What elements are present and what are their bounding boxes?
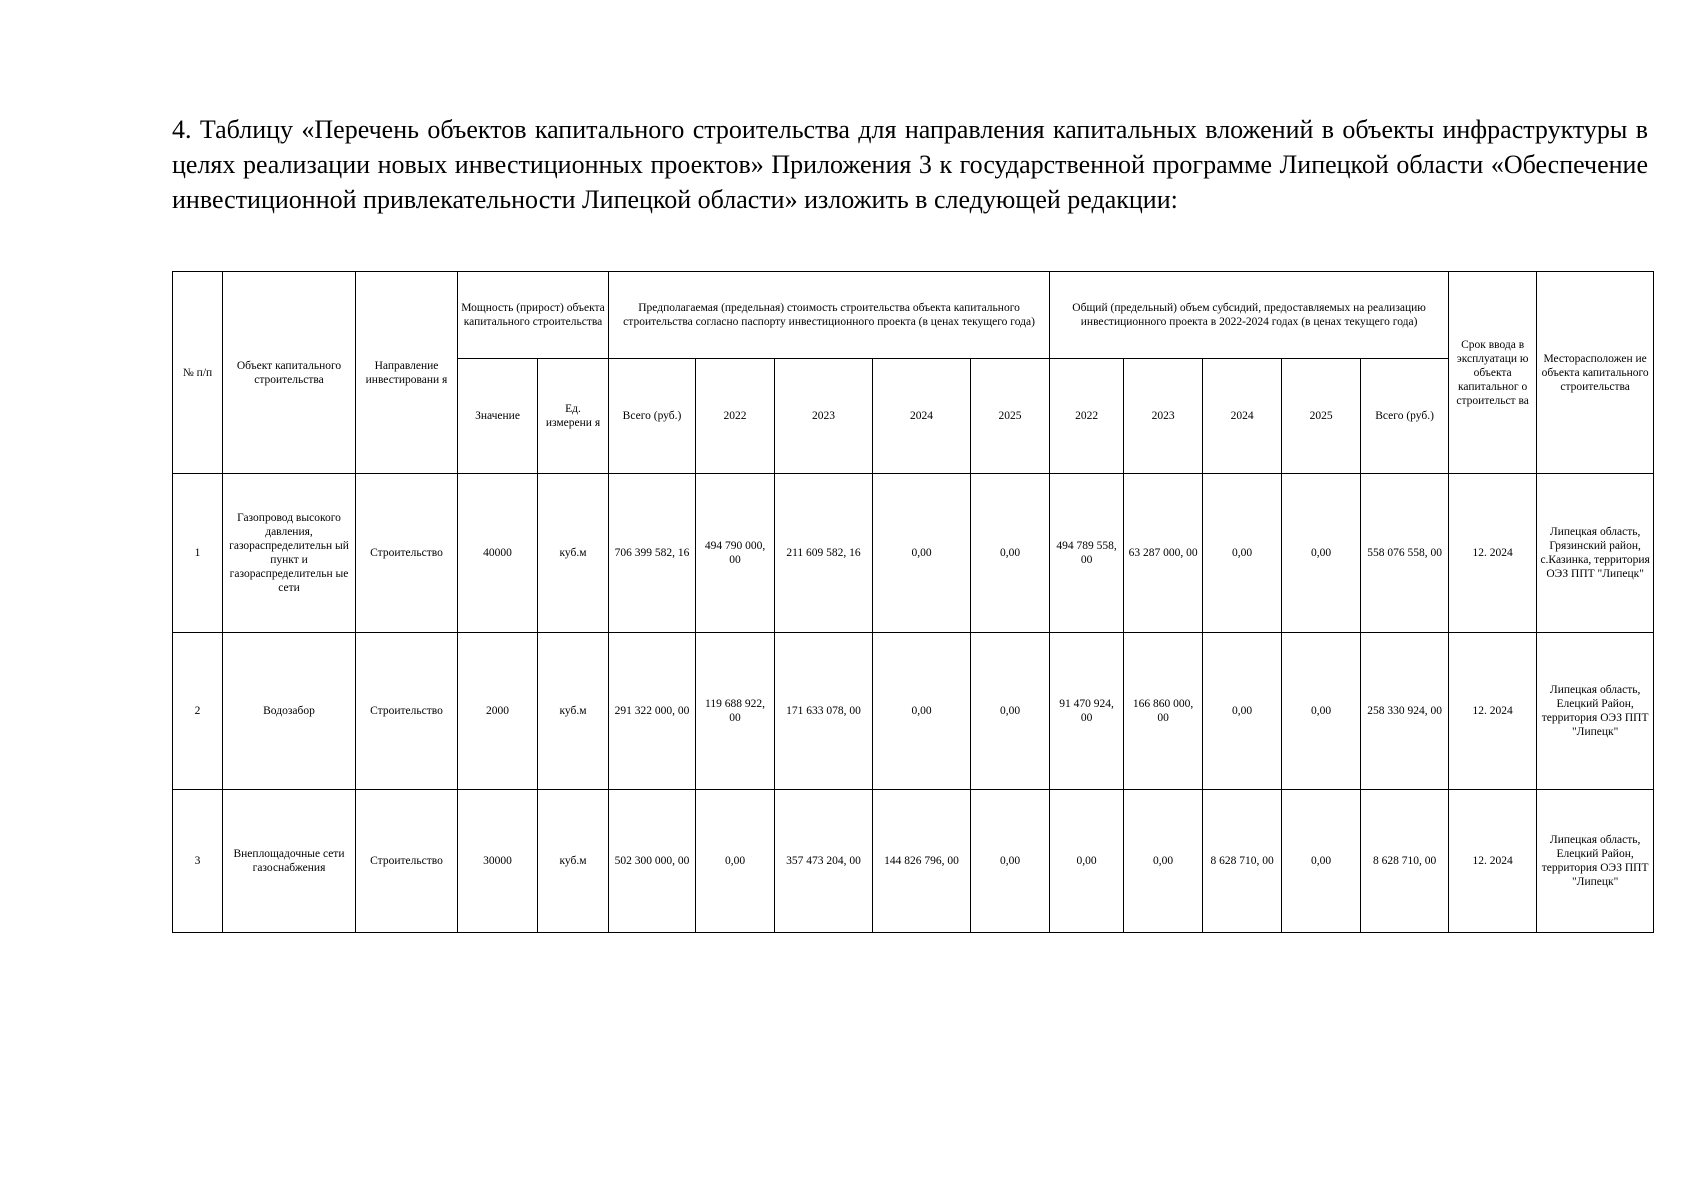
cell-cost-2022: 119 688 922, 00 [696, 633, 775, 790]
cell-cost-2023: 211 609 582, 16 [775, 474, 873, 633]
header-subsidy-total: Всего (руб.) [1361, 359, 1449, 474]
cell-subsidy-total: 558 076 558, 00 [1361, 474, 1449, 633]
cell-num: 2 [173, 633, 223, 790]
cell-cost-total: 291 322 000, 00 [609, 633, 696, 790]
cell-cost-2022: 0,00 [696, 790, 775, 933]
cell-cost-2025: 0,00 [971, 790, 1050, 933]
cell-cost-2024: 0,00 [873, 633, 971, 790]
cell-subsidy-2022: 91 470 924, 00 [1050, 633, 1124, 790]
intro-paragraph: 4. Таблицу «Перечень объектов капитального строительства для направления капитальных вложений в объекты инфраструктуры в целях реализации новых инвестиционных проектов» Приложения 3 к государственной программе Липецкой области «Обеспечение инвестиционной привлекательности Липецкой области» изложить в следующей редакции: [172, 115, 1648, 214]
cell-subsidy-2022: 494 789 558, 00 [1050, 474, 1124, 633]
cell-subsidy-2025: 0,00 [1282, 790, 1361, 933]
header-cost-2025: 2025 [971, 359, 1050, 474]
cell-subsidy-2022: 0,00 [1050, 790, 1124, 933]
header-deadline: Срок ввода в эксплуатаци ю объекта капитальног о строительст ва [1449, 272, 1537, 474]
cell-cost-2025: 0,00 [971, 474, 1050, 633]
cell-cost-total: 502 300 000, 00 [609, 790, 696, 933]
cell-location: Липецкая область, Грязинский район, с.Казинка, территория ОЭЗ ППТ "Липецк" [1537, 474, 1654, 633]
header-subsidy-2024: 2024 [1203, 359, 1282, 474]
cell-subsidy-2024: 8 628 710, 00 [1203, 790, 1282, 933]
cell-object: Газопровод высокого давления, газораспределительн ый пункт и газораспределительн ые сети [223, 474, 356, 633]
header-direction: Направление инвестировани я [356, 272, 458, 474]
table-row [173, 790, 1654, 933]
cell-subsidy-total: 258 330 924, 00 [1361, 633, 1449, 790]
cell-subsidy-total: 8 628 710, 00 [1361, 790, 1449, 933]
cell-capacity-unit: куб.м [538, 633, 609, 790]
cell-num: 1 [173, 474, 223, 633]
cell-deadline: 12. 2024 [1449, 790, 1537, 933]
cell-location: Липецкая область, Елецкий Район, территория ОЭЗ ППТ "Липецк" [1537, 790, 1654, 933]
header-subsidy-2025: 2025 [1282, 359, 1361, 474]
cell-direction: Строительство [356, 790, 458, 933]
header-capacity-value: Значение [458, 359, 538, 474]
cell-direction: Строительство [356, 474, 458, 633]
table-row [173, 633, 1654, 790]
header-cost-2024: 2024 [873, 359, 971, 474]
cell-capacity-value: 30000 [458, 790, 538, 933]
cell-deadline: 12. 2024 [1449, 633, 1537, 790]
header-location: Месторасположен ие объекта капитального строительства [1537, 272, 1654, 474]
header-capacity-group: Мощность (прирост) объекта капитального строительства [458, 272, 609, 359]
cell-capacity-unit: куб.м [538, 790, 609, 933]
cell-object: Водозабор [223, 633, 356, 790]
cell-subsidy-2024: 0,00 [1203, 633, 1282, 790]
cell-deadline: 12. 2024 [1449, 474, 1537, 633]
header-subsidy-group: Общий (предельный) объем субсидий, предоставляемых на реализацию инвестиционного проекта в 2022-2024 годах (в ценах текущего года) [1050, 272, 1449, 359]
cell-location: Липецкая область, Елецкий Район, территория ОЭЗ ППТ "Липецк" [1537, 633, 1654, 790]
header-capacity-unit: Ед. измерени я [538, 359, 609, 474]
cell-cost-2023: 357 473 204, 00 [775, 790, 873, 933]
table-row [173, 474, 1654, 633]
cell-cost-2022: 494 790 000, 00 [696, 474, 775, 633]
cell-capacity-value: 40000 [458, 474, 538, 633]
cell-subsidy-2023: 63 287 000, 00 [1124, 474, 1203, 633]
cell-cost-total: 706 399 582, 16 [609, 474, 696, 633]
header-row-1 [173, 272, 1654, 359]
cell-cost-2024: 144 826 796, 00 [873, 790, 971, 933]
cell-subsidy-2025: 0,00 [1282, 633, 1361, 790]
cell-cost-2024: 0,00 [873, 474, 971, 633]
cell-capacity-unit: куб.м [538, 474, 609, 633]
cell-capacity-value: 2000 [458, 633, 538, 790]
header-object: Объект капитального строительства [223, 272, 356, 474]
header-cost-group: Предполагаемая (предельная) стоимость строительства объекта капитального строительства согласно паспорту инвестиционного проекта (в ценах текущего года) [609, 272, 1050, 359]
capital-objects-table [172, 271, 1654, 933]
header-cost-2023: 2023 [775, 359, 873, 474]
cell-subsidy-2023: 0,00 [1124, 790, 1203, 933]
cell-object: Внеплощадочные сети газоснабжения [223, 790, 356, 933]
cell-cost-2025: 0,00 [971, 633, 1050, 790]
cell-subsidy-2025: 0,00 [1282, 474, 1361, 633]
header-cost-2022: 2022 [696, 359, 775, 474]
cell-subsidy-2023: 166 860 000, 00 [1124, 633, 1203, 790]
cell-num: 3 [173, 790, 223, 933]
cell-cost-2023: 171 633 078, 00 [775, 633, 873, 790]
header-subsidy-2023: 2023 [1124, 359, 1203, 474]
header-subsidy-2022: 2022 [1050, 359, 1124, 474]
header-cost-total: Всего (руб.) [609, 359, 696, 474]
cell-direction: Строительство [356, 633, 458, 790]
header-num: № п/п [173, 272, 223, 474]
cell-subsidy-2024: 0,00 [1203, 474, 1282, 633]
